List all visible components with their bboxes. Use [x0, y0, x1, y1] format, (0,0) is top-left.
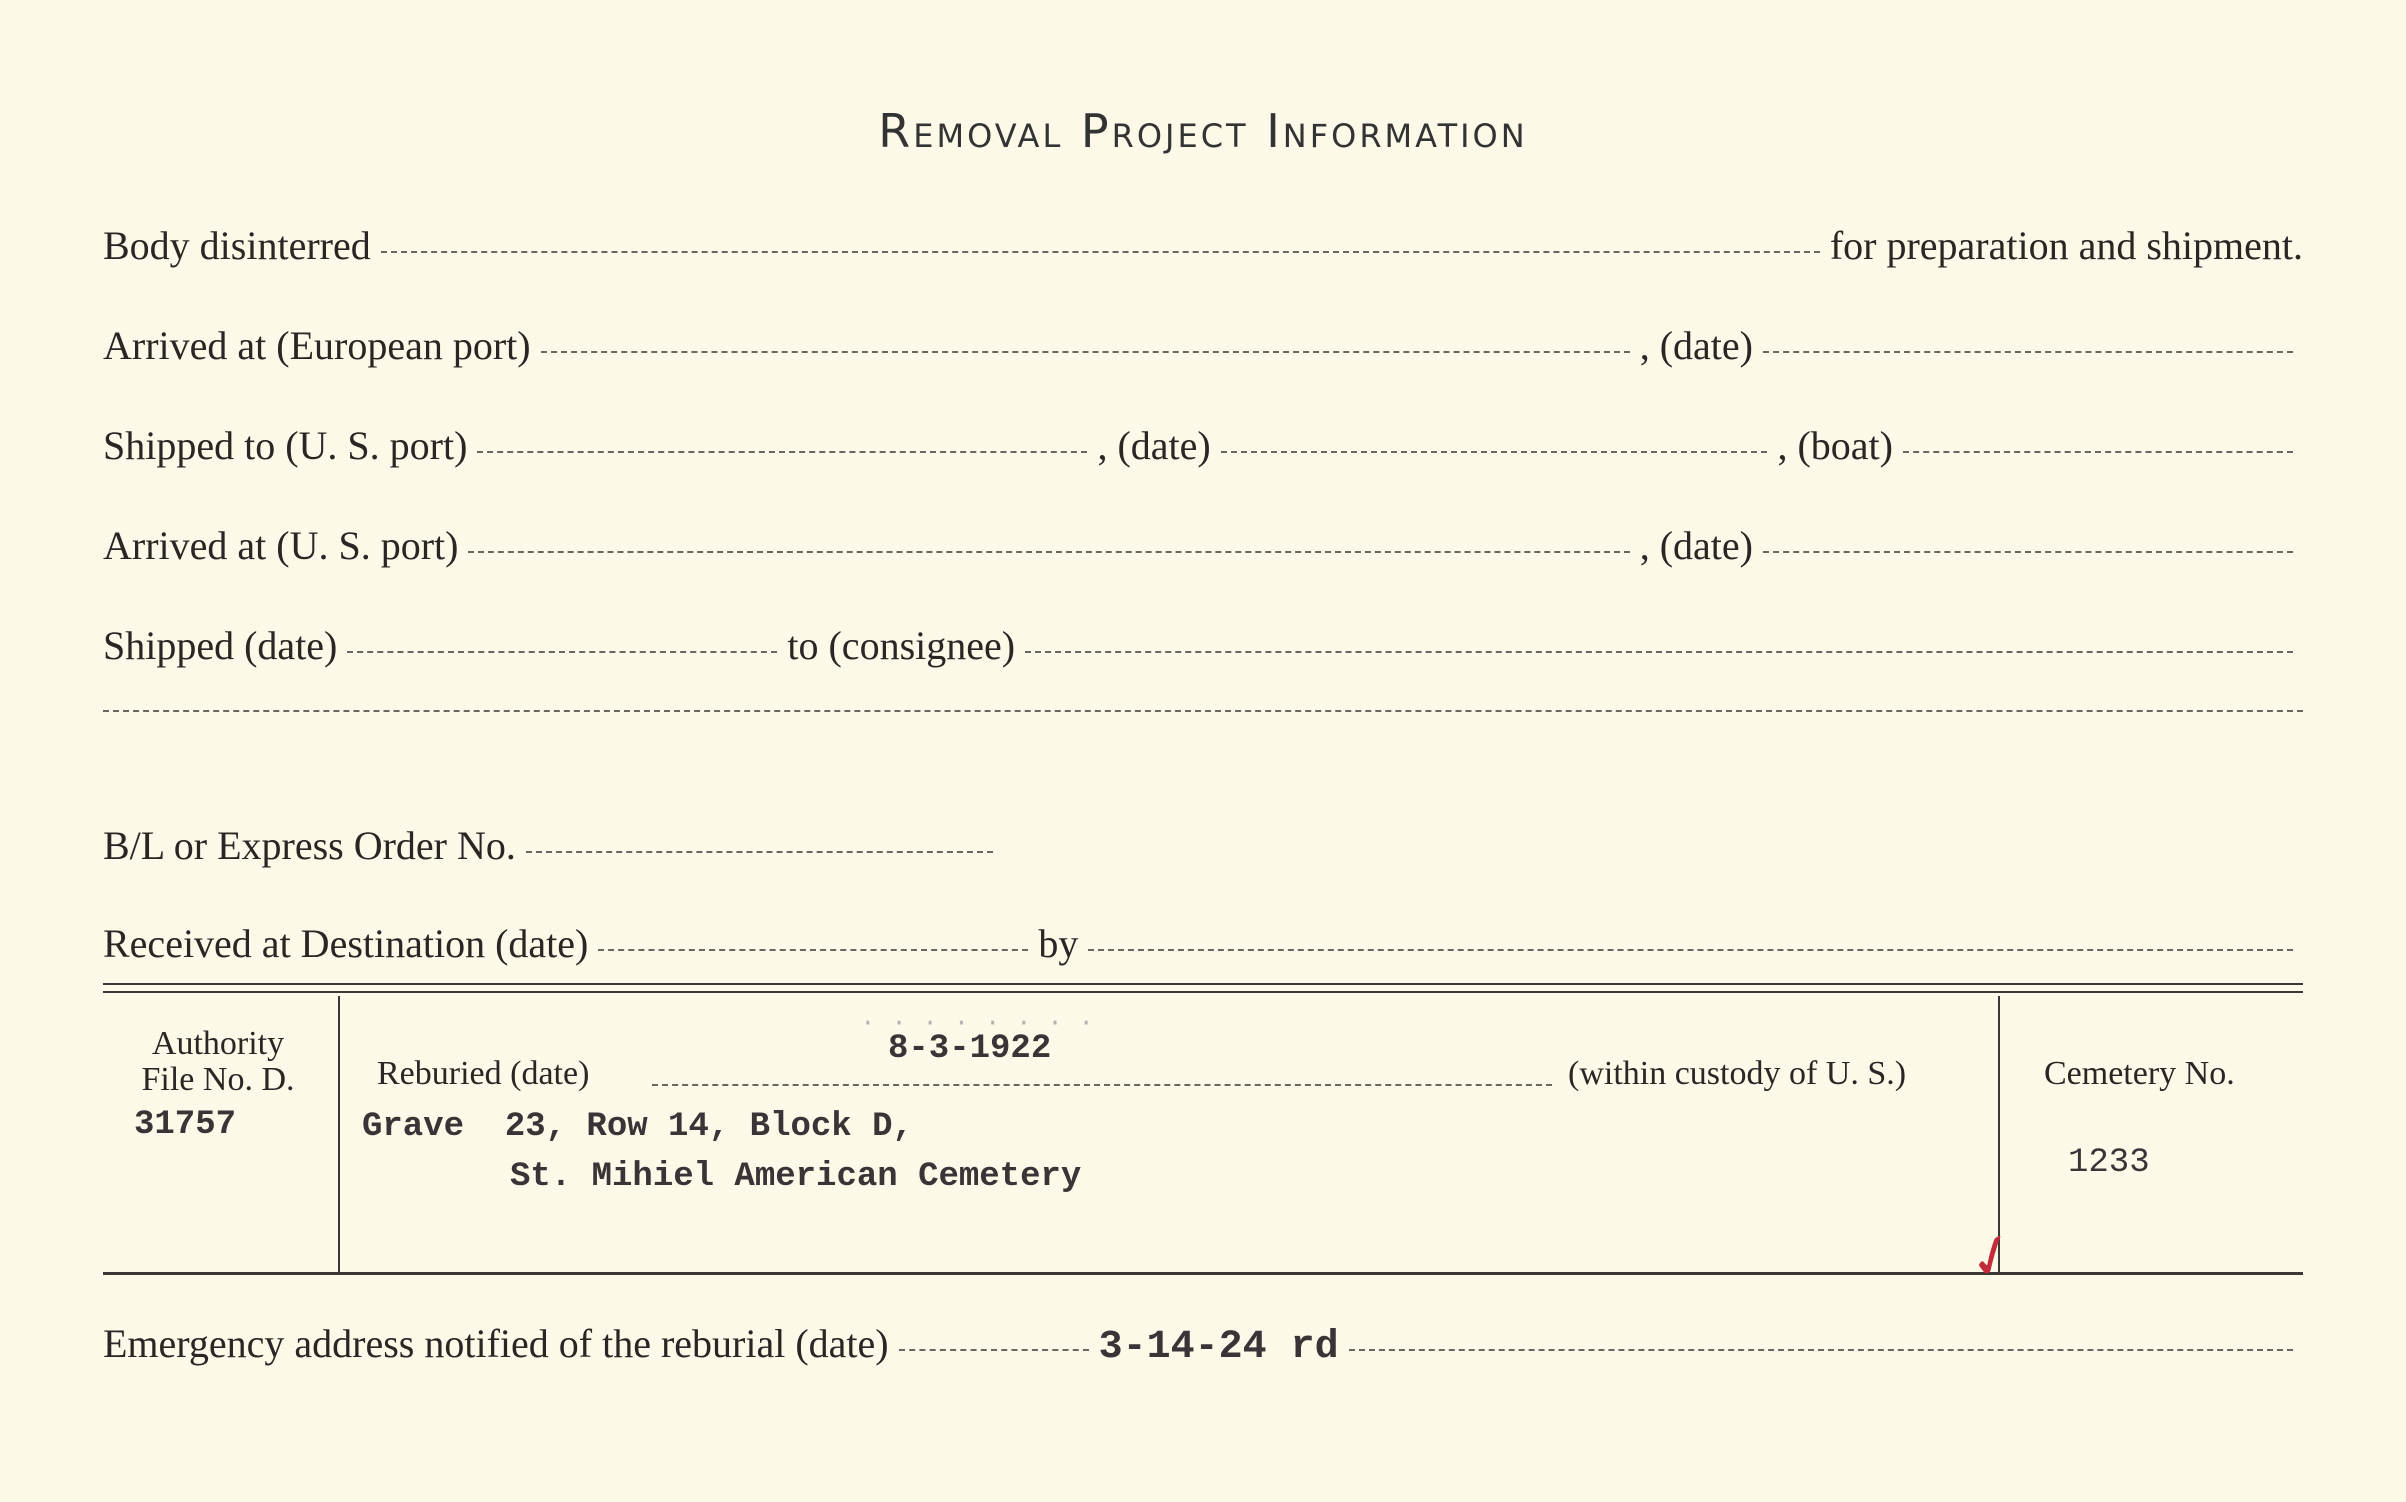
received-label: Received at Destination (date): [103, 921, 589, 966]
grave-location-line1: Grave 23, Row 14, Block D,: [362, 1108, 913, 1146]
shipped-us-boat-label: , (boat): [1777, 423, 1893, 468]
faint-stamp-text: · · · · · · · ·: [860, 1008, 1095, 1038]
emergency-date-field-lead[interactable]: [899, 1349, 1089, 1351]
cemetery-number-value: 1233: [2068, 1144, 2150, 1182]
bl-row: [103, 822, 1003, 869]
emergency-date-field[interactable]: [1349, 1349, 2293, 1351]
page-title: Removal Project Information: [878, 104, 1528, 158]
arrived-us-label: Arrived at (U. S. port): [103, 523, 459, 568]
authority-file-number: 31757: [134, 1106, 237, 1144]
shipped-us-row: [103, 422, 2303, 469]
shipped-date-field[interactable]: [347, 651, 777, 653]
consignee-continuation-field[interactable]: [103, 710, 2303, 712]
received-row: [103, 920, 2303, 967]
arrived-european-date-label: , (date): [1639, 323, 1753, 368]
reburied-date-field[interactable]: [652, 1084, 1552, 1086]
box-divider-left: [338, 996, 340, 1272]
shipped-date-label: Shipped (date): [103, 623, 338, 668]
box-top-rule: [103, 983, 2303, 985]
received-by-field[interactable]: [1088, 949, 2293, 951]
reburied-date-label: Reburied (date): [377, 1055, 590, 1092]
arrived-european-port-field[interactable]: [541, 351, 1630, 353]
emergency-label: Emergency address notified of the reburial (date): [103, 1321, 889, 1366]
emergency-row: [103, 1320, 2303, 1370]
authority-file-label: Authority File No. D.: [141, 1025, 295, 1098]
received-by-label: by: [1038, 921, 1079, 966]
shipped-us-label: Shipped to (U. S. port): [103, 423, 468, 468]
arrived-us-port-field[interactable]: [468, 551, 1629, 553]
consignee-continuation-row: [103, 716, 2303, 718]
shipped-us-boat-field[interactable]: [1903, 451, 2293, 453]
body-disinterred-row: [103, 222, 2303, 269]
body-disinterred-field[interactable]: [381, 251, 1820, 253]
bl-field[interactable]: [526, 851, 993, 853]
shipped-us-date-field[interactable]: [1221, 451, 1768, 453]
arrived-us-date-field[interactable]: [1763, 551, 2293, 553]
emergency-date-value: 3-14-24 rd: [1098, 1325, 1339, 1370]
consignee-label: to (consignee): [787, 623, 1016, 668]
red-check-mark: ✓: [1957, 1215, 2027, 1297]
preparation-shipment-text: for preparation and shipment.: [1829, 223, 2303, 268]
arrived-us-row: [103, 522, 2303, 569]
shipped-row: [103, 622, 2303, 669]
arrived-european-label: Arrived at (European port): [103, 323, 531, 368]
received-date-field[interactable]: [598, 949, 1028, 951]
custody-label: (within custody of U. S.): [1568, 1055, 1907, 1092]
body-disinterred-label: Body disinterred: [103, 223, 371, 268]
arrived-european-row: [103, 322, 2303, 369]
box-top-rule-inner: [103, 991, 2303, 993]
shipped-us-port-field[interactable]: [477, 451, 1087, 453]
arrived-european-date-field[interactable]: [1763, 351, 2293, 353]
consignee-field[interactable]: [1025, 651, 2293, 653]
arrived-us-date-label: , (date): [1639, 523, 1753, 568]
shipped-us-date-label: , (date): [1097, 423, 1211, 468]
grave-location-line2: St. Mihiel American Cemetery: [510, 1158, 1082, 1196]
bl-label: B/L or Express Order No.: [103, 823, 516, 868]
cemetery-number-label: Cemetery No.: [2044, 1055, 2235, 1092]
reburied-date-value: 8-3-1922: [888, 1030, 1052, 1068]
